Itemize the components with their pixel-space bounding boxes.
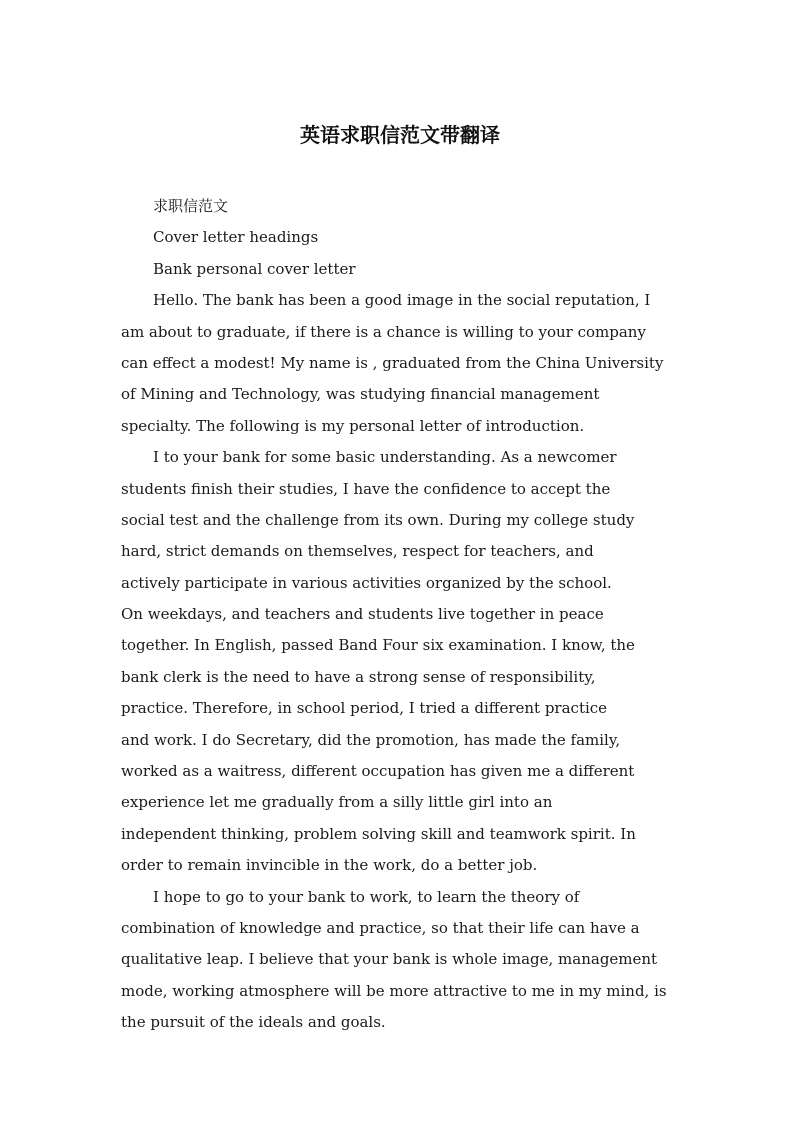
text-line: of Mining and Technology, was studying financial management xyxy=(121,385,600,404)
text-line: together. In English, passed Band Four six examination. I know, the xyxy=(121,636,635,655)
text-line: Hello. The bank has been a good image in the social reputation, I xyxy=(153,291,651,310)
text-line: specialty. The following is my personal letter of introduction. xyxy=(121,416,585,435)
text-line: actively participate in various activities organized by the school. xyxy=(121,573,612,592)
text-line: bank clerk is the need to have a strong sense of responsibility, xyxy=(121,667,596,686)
text-line: hard, strict demands on themselves, respect for teachers, and xyxy=(121,542,594,561)
text-line: practice. Therefore, in school period, I tried a different practice xyxy=(121,699,608,718)
text-line: combination of knowledge and practice, so that their life can have a xyxy=(121,918,640,937)
text-line: Cover letter headings xyxy=(153,228,319,247)
text-line: I to your bank for some basic understanding. As a newcomer xyxy=(153,448,617,467)
text-line: am about to graduate, if there is a chance is willing to your company xyxy=(121,322,646,341)
text-line: independent thinking, problem solving skill and teamwork spirit. In xyxy=(121,824,636,843)
text-line: order to remain invincible in the work, do a better job. xyxy=(121,856,538,875)
text-line: social test and the challenge from its own. During my college study xyxy=(121,510,635,529)
text-line: can effect a modest! My name is , graduated from the China University xyxy=(121,353,664,372)
text-line: mode, working atmosphere will be more attractive to me in my mind, is xyxy=(121,981,667,1000)
document-body xyxy=(121,191,683,1039)
text-line: qualitative leap. I believe that your bank is whole image, management xyxy=(121,950,658,969)
text-line: students finish their studies, I have the confidence to accept the xyxy=(121,479,611,498)
text-line: I hope to go to your bank to work, to learn the theory of xyxy=(153,887,580,906)
text-line: experience let me gradually from a silly little girl into an xyxy=(121,793,553,812)
text-line: the pursuit of the ideals and goals. xyxy=(121,1013,386,1032)
text-line: worked as a waitress, different occupation has given me a different xyxy=(121,762,635,781)
text-line: and work. I do Secretary, did the promotion, has made the family, xyxy=(121,730,621,749)
text-line: 求职信范文 xyxy=(153,197,229,215)
text-line: Bank personal cover letter xyxy=(153,259,356,278)
document-title: 英语求职信范文带翻译 xyxy=(300,123,500,147)
text-line: On weekdays, and teachers and students live together in peace xyxy=(121,605,604,624)
